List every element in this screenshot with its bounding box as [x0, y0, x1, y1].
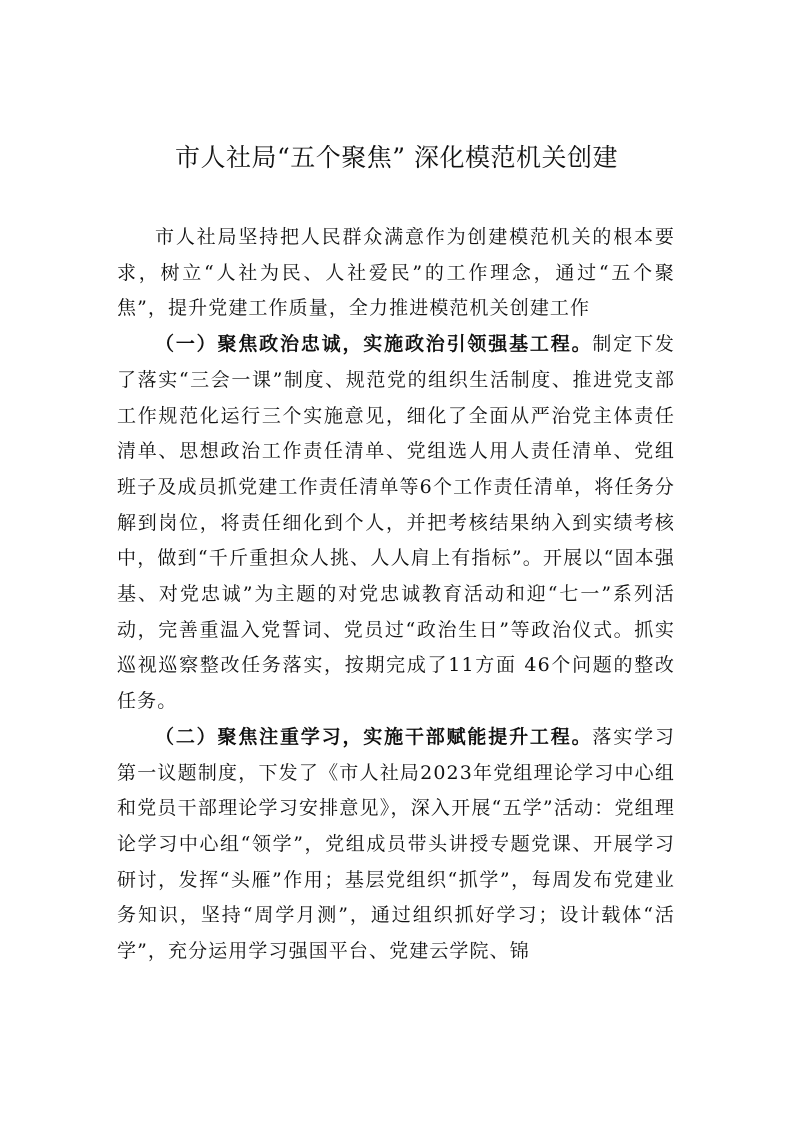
- document-body: [117, 220, 675, 970]
- section-paragraph-2: [117, 720, 675, 970]
- section-paragraph-1: [117, 327, 675, 720]
- intro-paragraph: 市人社局坚持把人民群众满意作为创建模范机关的根本要求，树立“人社为民、人社爱民”的工作理念，通过“五个聚焦”，提升党建工作质量，全力推进模范机关创建工作: [117, 226, 675, 320]
- document-title: 市人社局“五个聚焦” 深化模范机关创建: [174, 143, 618, 172]
- section-heading-1: （一）聚焦政治忠诚，实施政治引领强基工程。: [155, 333, 593, 356]
- section-heading-2: （二）聚焦注重学习，实施干部赋能提升工程。: [155, 725, 593, 748]
- section-text-2: 落实学习第一议题制度，下发了《市人社局2023年党组理论学习中心组和党员干部理论学习安排意见》，深入开展“五学”活动：党组理论学习中心组“领学”，党组成员带头讲授专题党课、开展学习研讨，发挥“头雁”作用；基层党组织“抓学”，每周发布党建业务知识，坚持“周学月测”，通过组织抓好学习；设计载体“活学”，充分运用学习强国平台、党建云学院、锦: [117, 725, 675, 963]
- section-text-1: 制定下发了落实“三会一课”制度、规范党的组织生活制度、推进党支部工作规范化运行三个实施意见，细化了全面从严治党主体责任清单、思想政治工作责任清单、党组选人用人责任清单、党组班子及成员抓党建工作责任清单等6个工作责任清单，将任务分解到岗位，将责任细化到个人，并把考核结果纳入到实绩考核中，做到“千斤重担众人挑、人人肩上有指标”。开展以“固本强基、对党忠诚”为主题的对党忠诚教育活动和迎“七一”系列活动，完善重温入党誓词、党员过“政治生日”等政治仪式。抓实巡视巡察整改任务落实，按期完成了11方面 46个问题的整改任务。: [117, 333, 675, 713]
